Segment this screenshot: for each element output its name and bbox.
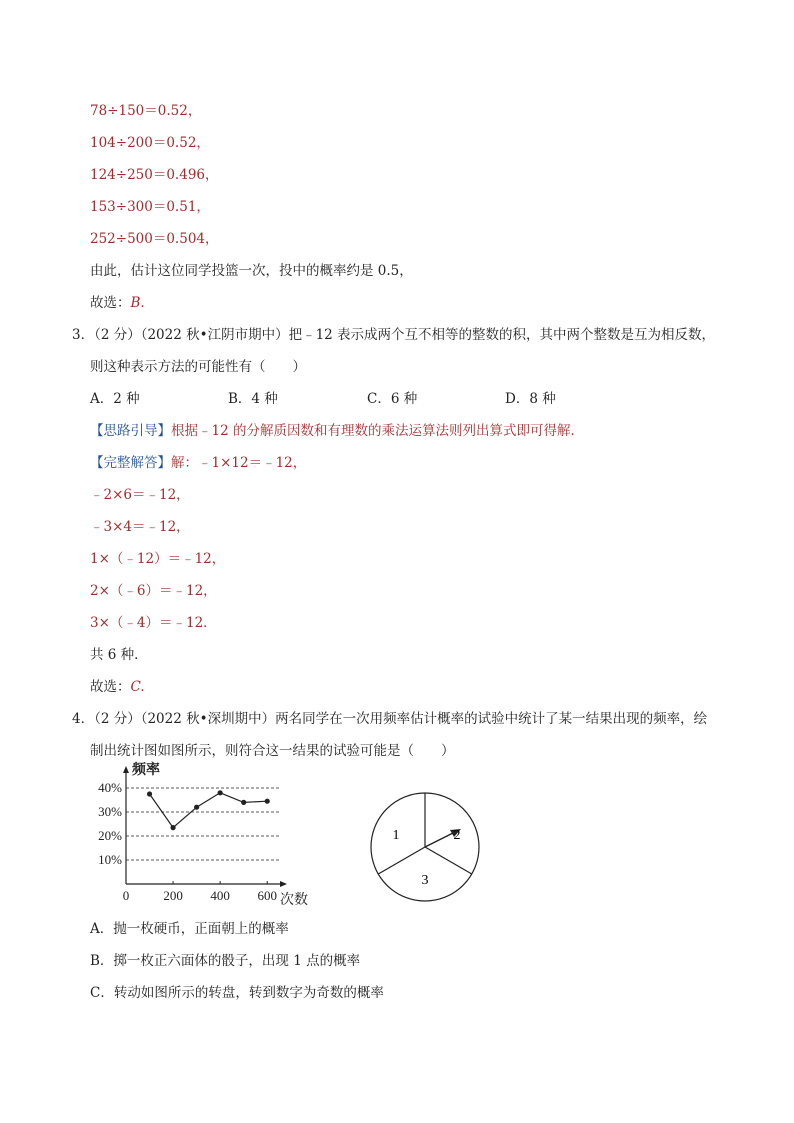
q3-option-b: B．4 种 <box>228 391 278 407</box>
q3-step-2: ﹣3×4＝﹣12， <box>90 519 190 535</box>
q3-step-4: 2×（﹣6）＝﹣12， <box>90 583 217 599</box>
q3-option-a: A．2 种 <box>90 391 140 407</box>
data-point <box>241 800 246 805</box>
q4-stem-line1: 4．（2 分）（2022 秋•深圳期中）两名同学在一次用频率估计概率的试验中统计了某一结果出现的频率，绘 <box>72 711 708 727</box>
q3-stem-line1: 3．（2 分）（2022 秋•江阴市期中）把﹣12 表示成两个互不相等的整数的积，其中两个整数是互为相反数， <box>72 327 716 343</box>
q3-select <box>90 678 145 696</box>
calc-line-5: 252÷500＝0.504， <box>90 231 219 247</box>
y-tick-label: 20% <box>98 828 122 843</box>
q2-answer <box>90 294 145 312</box>
q3-stem-line2: 则这种表示方法的可能性有（ ） <box>90 359 306 375</box>
y-axis-arrow-icon <box>123 766 129 773</box>
spinner-divider-left <box>378 847 425 874</box>
data-point <box>170 825 175 830</box>
spinner-pointer-shaft <box>425 832 455 847</box>
q4-stem-line2: 制出统计图如图所示，则符合这一结果的试验可能是（ ） <box>90 743 455 759</box>
q3-option-c: C．6 种 <box>367 391 418 407</box>
data-point <box>218 790 223 795</box>
spinner-divider-right <box>425 847 472 874</box>
q3-select-letter: C. <box>130 679 145 695</box>
q2-conclusion: 由此，估计这位同学投篮一次，投中的概率约是 0.5， <box>90 263 413 279</box>
q4-option-a: A．抛一枚硬币，正面朝上的概率 <box>90 921 289 937</box>
frequency-chart <box>84 760 324 910</box>
y-tick-label: 10% <box>98 852 122 867</box>
y-axis-label: 频率 <box>132 763 160 778</box>
q3-hint <box>90 422 584 440</box>
calc-line-2: 104÷200＝0.52， <box>90 135 210 151</box>
spinner-label-2: 2 <box>453 828 461 843</box>
y-tick-label: 40% <box>98 780 122 795</box>
series-line <box>150 793 268 828</box>
x-tick-label: 400 <box>210 888 230 903</box>
data-point <box>147 791 152 796</box>
q3-answer-head <box>90 454 306 472</box>
q3-select-prefix: 故选： <box>90 679 131 695</box>
q4-option-b: B．掷一枚正六面体的骰子，出现 1 点的概率 <box>90 953 361 969</box>
q3-answer-tag: 【完整解答】 <box>90 455 171 471</box>
x-tick-label: 0 <box>122 888 130 903</box>
y-tick-label: 30% <box>98 804 122 819</box>
spinner-wheel <box>365 790 485 910</box>
q4-option-c: C．转动如图所示的转盘，转到数字为奇数的概率 <box>90 985 384 1001</box>
q2-answer-prefix: 故选： <box>90 295 131 311</box>
x-tick-label: 600 <box>257 888 277 903</box>
x-axis-arrow-icon <box>280 881 287 887</box>
q3-hint-tag: 【思路引导】 <box>90 423 171 439</box>
data-point <box>265 799 270 804</box>
spinner-label-1: 1 <box>392 828 400 843</box>
calc-line-1: 78÷150＝0.52， <box>90 103 202 119</box>
x-tick-label: 200 <box>163 888 183 903</box>
q3-step-3: 1×（﹣12）＝﹣12， <box>90 551 226 567</box>
x-axis-label: 次数 <box>280 893 308 908</box>
q3-total: 共 6 种． <box>90 647 148 663</box>
q3-step-5: 3×（﹣4）＝﹣12． <box>90 615 217 631</box>
q3-option-d: D．8 种 <box>505 391 556 407</box>
spinner-label-3: 3 <box>421 873 429 888</box>
data-point <box>194 805 199 810</box>
q2-answer-letter: B. <box>130 295 145 311</box>
q3-hint-text: 根据﹣12 的分解质因数和有理数的乘法运算法则列出算式即可得解． <box>171 423 584 439</box>
q3-step-1: ﹣2×6＝﹣12， <box>90 487 190 503</box>
calc-line-4: 153÷300＝0.51， <box>90 199 210 215</box>
q3-answer-first: 解：﹣1×12＝﹣12， <box>171 455 307 471</box>
calc-line-3: 124÷250＝0.496， <box>90 167 219 183</box>
